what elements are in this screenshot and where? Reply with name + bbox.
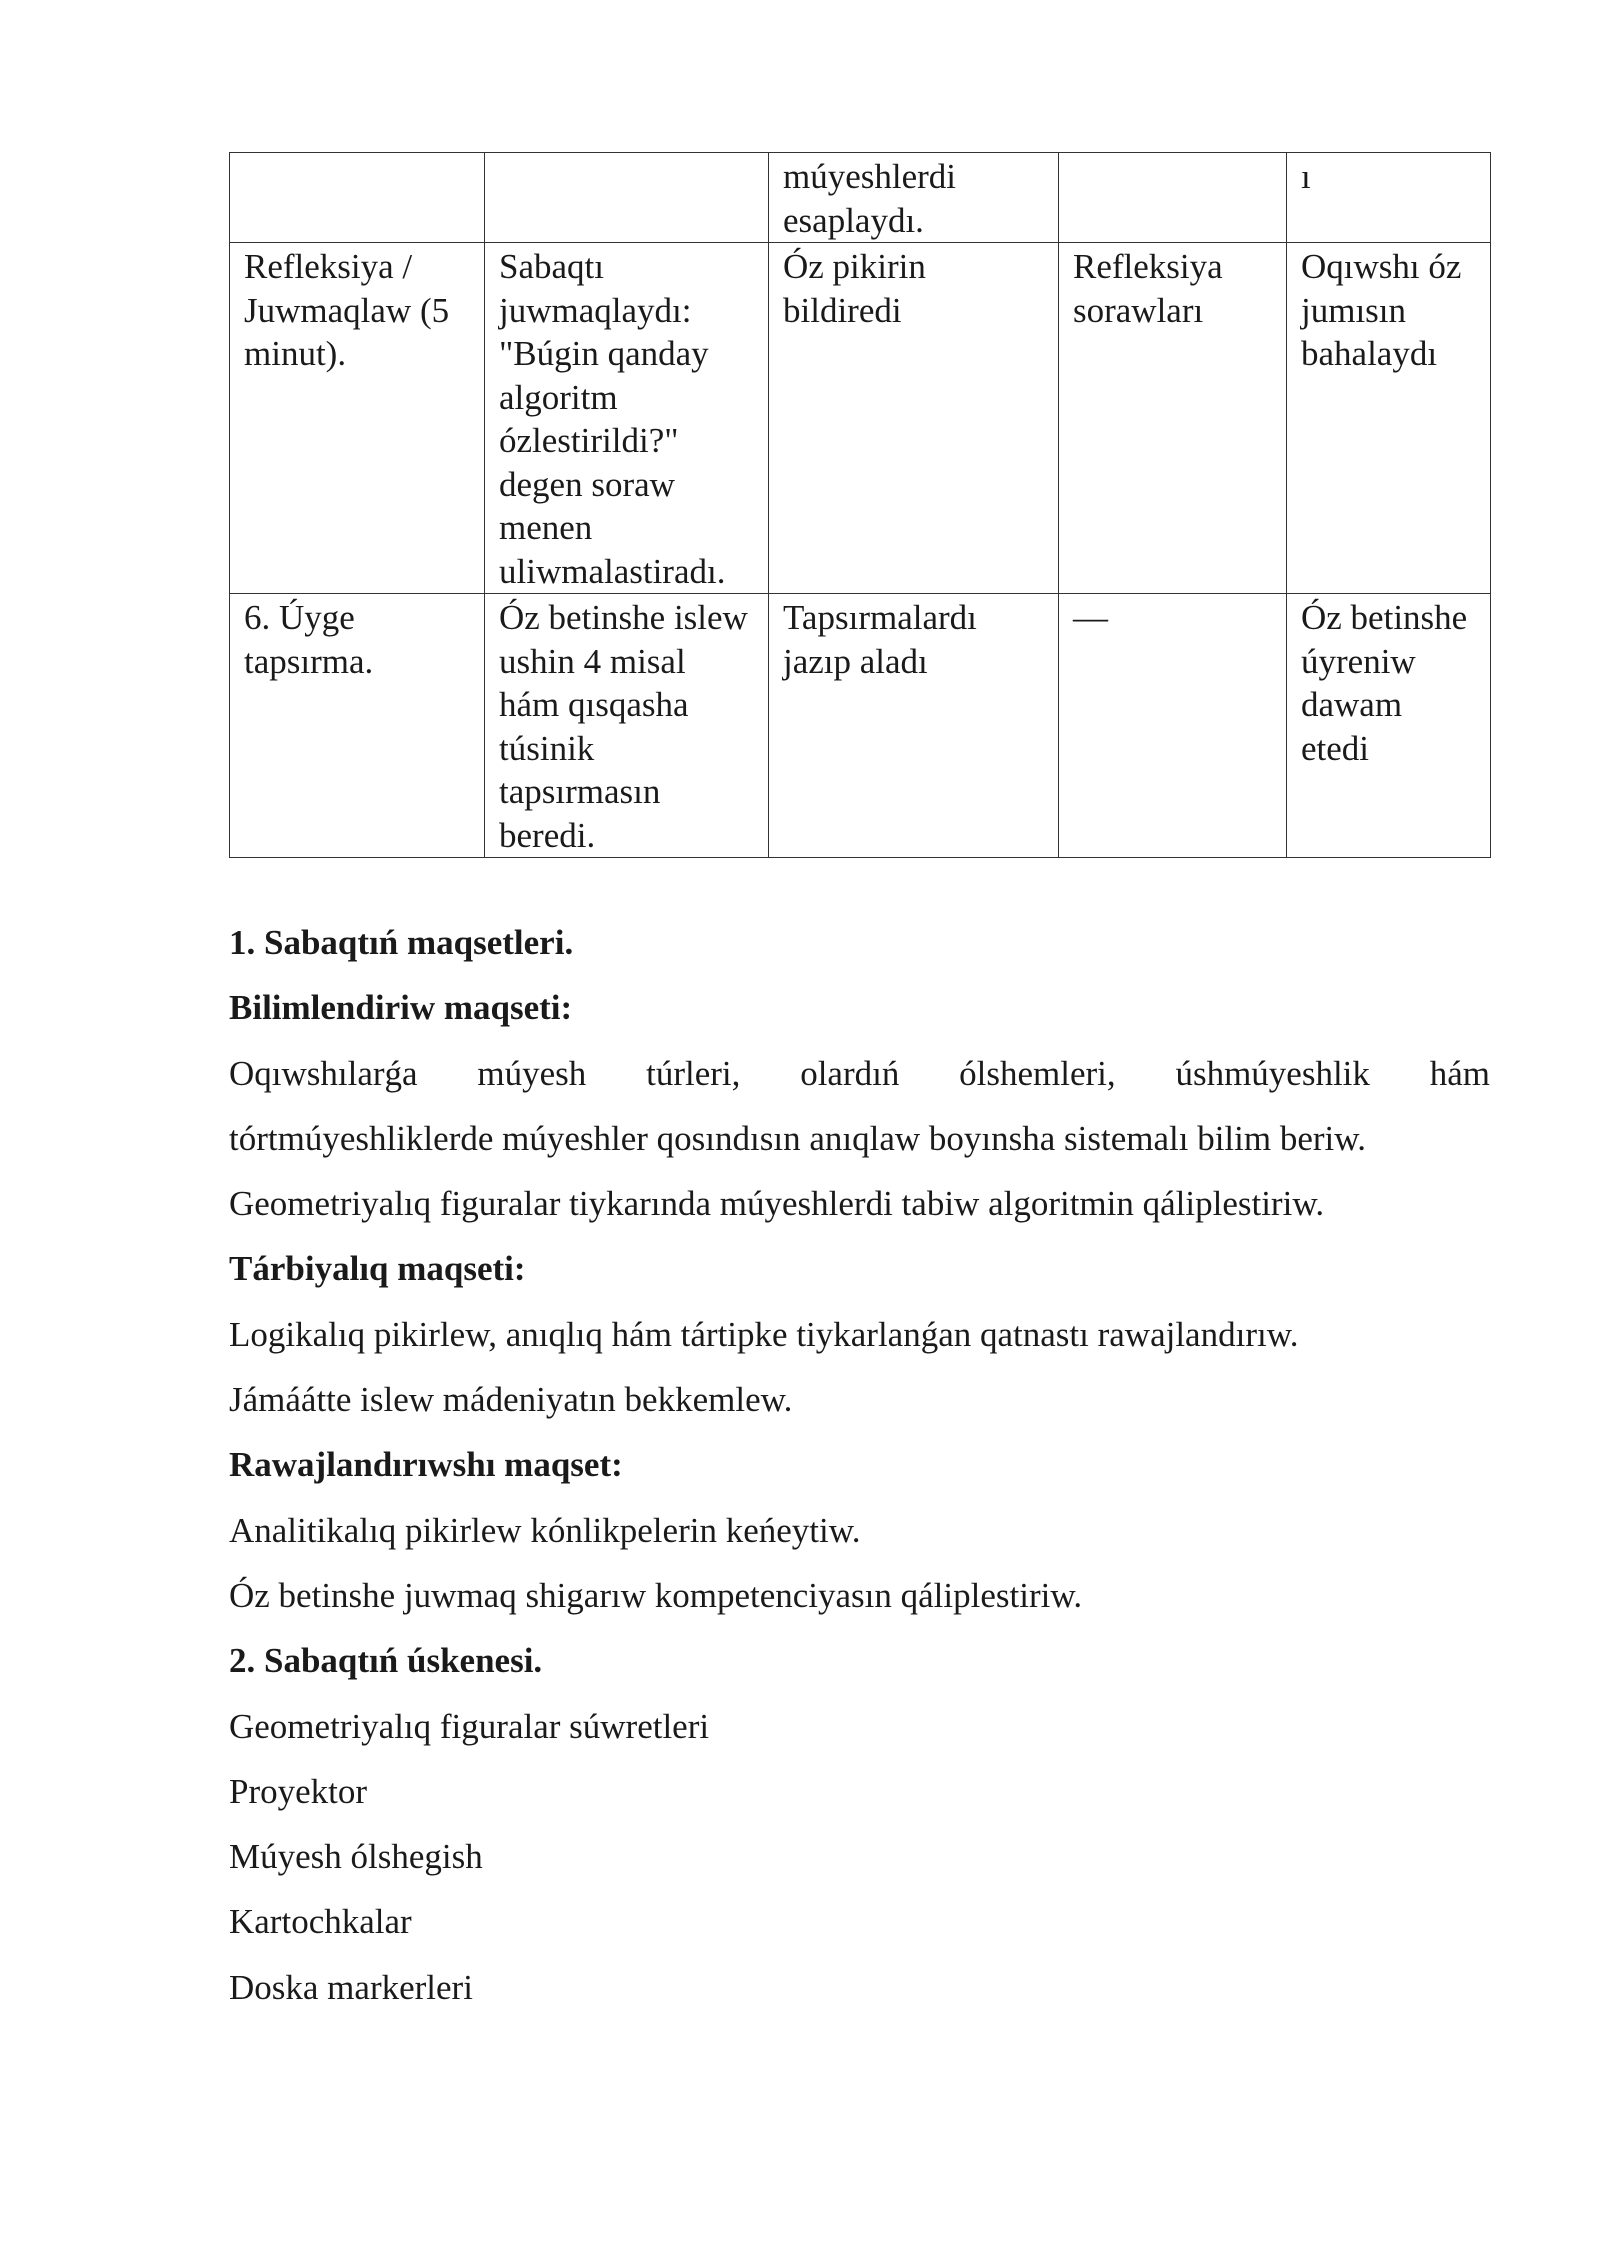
- table-cell: ı: [1287, 153, 1491, 243]
- table-row: [230, 243, 1491, 594]
- lesson-plan-table: [229, 152, 1491, 858]
- equipment-item: Proyektor: [229, 1771, 368, 1811]
- word: Oqıwshılarǵa: [229, 1053, 418, 1093]
- word: túrleri,: [646, 1053, 741, 1093]
- equipment-item: Geometriyalıq figuralar súwretleri: [229, 1706, 710, 1746]
- table-cell: [1059, 153, 1287, 243]
- word: úshmúyeshlik: [1175, 1053, 1370, 1093]
- table-cell-stage: Refleksiya / Juwmaqlaw (5 minut).: [230, 243, 485, 594]
- equipment-item: Doska markerleri: [229, 1967, 473, 2007]
- table-row: [230, 153, 1491, 243]
- subheading-educational-goal: Bilimlendiriw maqseti:: [229, 988, 573, 1028]
- table-cell-result: Óz betinshe úyreniw dawam etedi: [1287, 594, 1491, 858]
- table-cell-result: Oqıwshı óz jumısın bahalaydı: [1287, 243, 1491, 594]
- word: ólshemleri,: [959, 1053, 1116, 1093]
- section-heading-goals: 1. Sabaqtıń maqsetleri.: [229, 923, 574, 962]
- paragraph-line: Óz betinshe juwmaq shigarıw kompetenciyasın qáliplestiriw.: [229, 1575, 1083, 1615]
- word: hám: [1429, 1053, 1490, 1093]
- word: olardıń: [800, 1053, 900, 1093]
- table-cell: [230, 153, 485, 243]
- table-cell-teacher-activity: Óz betinshe islew ushin 4 misal hám qısqasha túsinik tapsırmasın beredi.: [485, 594, 769, 858]
- table-cell: [485, 153, 769, 243]
- table-cell-student-activity: Tapsırmalardı jazıp aladı: [769, 594, 1059, 858]
- paragraph-line: Geometriyalıq figuralar tiykarında múyeshlerdi tabiw algoritmin qáliplestiriw.: [229, 1184, 1325, 1224]
- table-row: [230, 594, 1491, 858]
- table-cell-teacher-activity: Sabaqtı juwmaqlaydı: "Búgin qanday algoritm ózlestirildi?" degen soraw menen uliwmalastiradı.: [485, 243, 769, 594]
- table-cell: múyeshlerdi esaplaydı.: [769, 153, 1059, 243]
- paragraph-line: Jámáátte islew mádeniyatın bekkemlew.: [229, 1380, 793, 1420]
- paragraph-line: Logikalıq pikirlew, anıqlıq hám tártipke tiykarlanǵan qatnastı rawajlandırıw.: [229, 1314, 1299, 1354]
- table-cell-student-activity: Óz pikirin bildiredi: [769, 243, 1059, 594]
- equipment-item: Kartochkalar: [229, 1902, 412, 1942]
- paragraph-line: Analitikalıq pikirlew kónlikpelerin keńeytiw.: [229, 1510, 861, 1550]
- table-cell-method: —: [1059, 594, 1287, 858]
- lesson-goals-text: [229, 910, 1490, 2020]
- subheading-developing-goal: Rawajlandırıwshı maqset:: [229, 1445, 623, 1485]
- paragraph-line: tórtmúyeshliklerde múyeshler qosındısın anıqlaw boyınsha sistemalı bilim beriw.: [229, 1118, 1367, 1158]
- subheading-upbringing-goal: Tárbiyalıq maqseti:: [229, 1249, 526, 1289]
- equipment-item: Múyesh ólshegish: [229, 1837, 483, 1877]
- paragraph-line-justified: [229, 1041, 1490, 1106]
- word: múyesh: [477, 1053, 587, 1093]
- section-heading-equipment: 2. Sabaqtıń úskenesi.: [229, 1641, 543, 1681]
- table-cell-stage: 6. Úyge tapsırma.: [230, 594, 485, 858]
- table-cell-method: Refleksiya sorawları: [1059, 243, 1287, 594]
